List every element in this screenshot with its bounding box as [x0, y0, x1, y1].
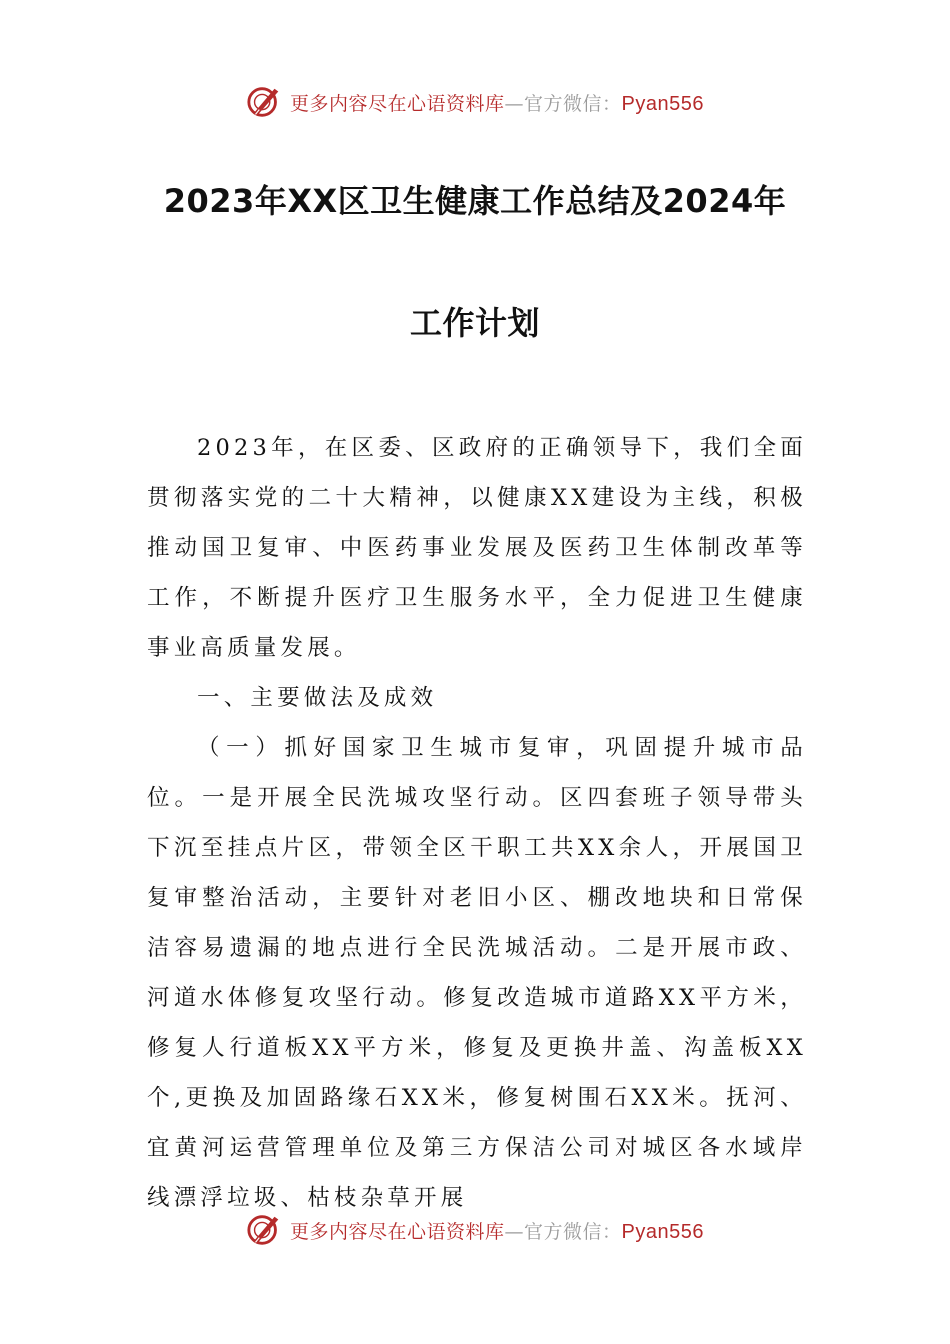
- document-body: [147, 423, 807, 1223]
- quill-pen-logo-icon: [246, 1211, 284, 1249]
- footer-banner-title: 更多内容尽在心语资料库: [290, 1220, 505, 1243]
- intro-paragraph: 2023年，在区委、区政府的正确领导下，我们全面贯彻落实党的二十大精神，以健康XX建设为主线，积极推动国卫复审、中医药事业发展及医药卫生体制改革等工作，不断提升医疗卫生服务水平，全力促进卫生健康事业高质量发展。: [147, 435, 807, 661]
- section1-heading: 一、主要做法及成效: [197, 685, 438, 711]
- header-banner-title: 更多内容尽在心语资料库: [290, 92, 505, 115]
- section1-paragraph: （一）抓好国家卫生城市复审，巩固提升城市品位。一是开展全民洗城攻坚行动。区四套班子领导带头下沉至挂点片区，带领全区干职工共XX余人，开展国卫复审整治活动，主要针对老旧小区、棚改地块和日常保洁容易遗漏的地点进行全民洗城活动。二是开展市政、河道水体修复攻坚行动。修复改造城市道路XX平方米，修复人行道板XX平方米，修复及更换井盖、沟盖板XX个,更换及加固路缘石XX米，修复树围石XX米。抚河、宜黄河运营管理单位及第三方保洁公司对城区各水域岸线漂浮垃圾、枯枝杂草开展: [147, 735, 807, 1211]
- footer-banner-dash: —: [504, 1220, 525, 1243]
- document-title-line2: 工作计划: [409, 304, 540, 342]
- footer-banner: [0, 1208, 950, 1252]
- header-banner-dash: —: [504, 92, 525, 115]
- footer-banner-text: [290, 1217, 704, 1244]
- quill-pen-logo-icon: [246, 83, 284, 121]
- footer-banner-wechat-label: 官方微信：: [524, 1220, 622, 1243]
- header-banner-wechat-handle: Pyan556: [621, 92, 704, 115]
- header-banner-wechat-label: 官方微信：: [524, 92, 622, 115]
- document-title-line1: 2023年XX区卫生健康工作总结及2024年: [163, 182, 787, 220]
- header-banner-text: [290, 89, 704, 116]
- header-banner: [0, 80, 950, 124]
- footer-banner-wechat-handle: Pyan556: [621, 1220, 704, 1243]
